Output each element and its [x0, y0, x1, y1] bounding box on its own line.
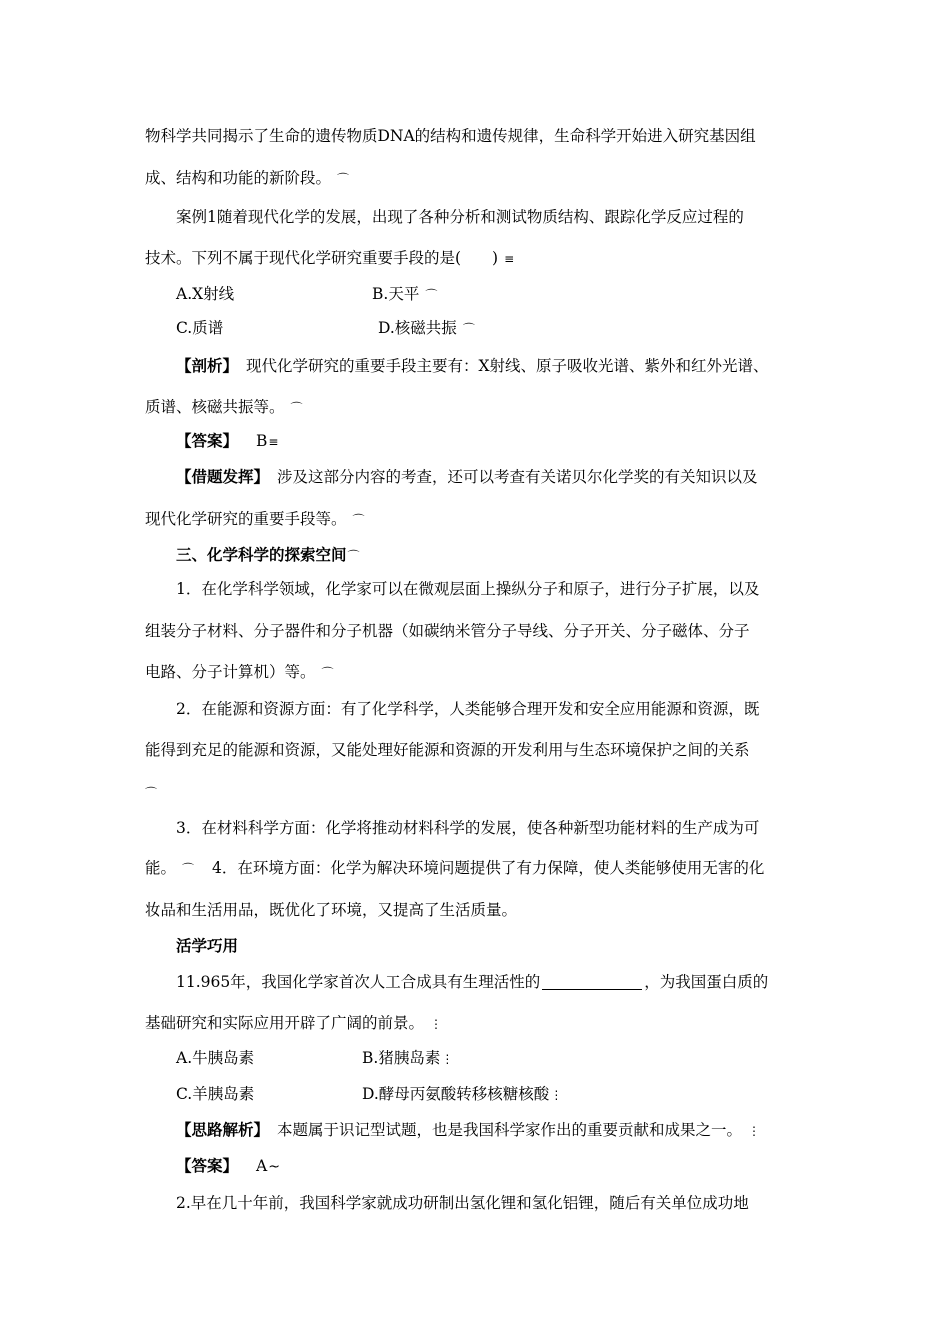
paragraph-line: 物科学共同揭示了生命的遗传物质DNA的结构和遗传规律，生命科学开始进入研究基因组	[145, 127, 756, 145]
extend-line: 【借题发挥】 涉及这部分内容的考查，还可以考查有关诺贝尔化学奖的有关知识以及	[176, 467, 758, 486]
practice-answer-line	[176, 1156, 280, 1177]
paragraph-mark-icon: ⌒	[145, 786, 158, 800]
end-mark-icon: ≡	[268, 435, 279, 449]
paragraph-mark-icon: ⌒	[290, 401, 303, 415]
question2-line: 2.早在几十年前，我国科学家就成功研制出氢化锂和氢化铝锂，随后有关单位成功地	[176, 1194, 749, 1212]
answer-value: A	[256, 1157, 268, 1175]
paragraph-mark-icon: ⌒	[182, 862, 195, 876]
section-title: 三、化学科学的探索空间⌒	[176, 545, 360, 564]
paragraph-mark-icon: ⌒	[425, 288, 438, 302]
item3-line: 3．在材料科学方面：化学将推动材料科学的发展，使各种新型功能材料的生产成为可	[176, 819, 760, 837]
item1-line: 1．在化学科学领域，化学家可以在微观层面上操纵分子和原子，进行分子扩展，以及	[176, 580, 760, 598]
q1-option-d: D.酵母丙氨酸转移核糖核酸⋮	[362, 1085, 563, 1103]
end-mark-icon: ≡	[504, 252, 515, 266]
item2-line: 能得到充足的能源和资源，又能处理好能源和资源的开发利用与生态环境保护之间的关系	[145, 741, 750, 759]
case-title-line: 案例1随着现代化学的发展，出现了各种分析和测试物质结构、跟踪化学反应过程的	[176, 208, 744, 226]
end-mark-icon: ⋮	[550, 1088, 563, 1102]
paragraph-mark-icon: ⌒	[462, 322, 475, 336]
option-d: D.核磁共振 ⌒	[378, 319, 475, 337]
answer-label: 【答案】	[176, 431, 239, 450]
option-c: C.质谱	[176, 319, 224, 337]
case-question-line: 技术。下列不属于现代化学研究重要手段的是( ) ≡	[145, 249, 515, 267]
end-mark-icon: ⋮	[441, 1052, 454, 1066]
answer-label: 【答案】	[176, 1156, 239, 1175]
analysis-line: 【剖析】 现代化学研究的重要手段主要有：X射线、原子吸收光谱、紫外和红外光谱、	[176, 356, 769, 375]
answer-value: B	[256, 432, 268, 450]
thinking-line: 【思路解析】 本题属于识记型试题，也是我国科学家作出的重要贡献和成果之一。 ⋮	[176, 1120, 761, 1139]
question1-line: 基础研究和实际应用开辟了广阔的前景。 ⋮	[145, 1014, 443, 1032]
analysis-label: 【剖析】	[176, 356, 239, 375]
question1-line: 11.965年，我国化学家首次人工合成具有生理活性的 ，为我国蛋白质的	[176, 973, 769, 991]
swirl-mark-icon: ~	[268, 1159, 280, 1175]
answer-line	[176, 431, 278, 452]
paragraph-mark-icon: ⌒	[352, 513, 365, 527]
paragraph-mark-icon: ⌒	[347, 549, 360, 563]
item4-line: 妆品和生活用品，既优化了环境，又提高了生活质量。	[145, 901, 518, 919]
practice-title: 活学巧用	[176, 936, 239, 955]
answer-blank	[542, 973, 642, 990]
item1-line: 电路、分子计算机）等。 ⌒	[145, 663, 334, 681]
thinking-label: 【思路解析】	[176, 1120, 270, 1139]
extend-line: 现代化学研究的重要手段等。 ⌒	[145, 510, 365, 528]
paragraph-mark-icon: ⌒	[321, 666, 334, 680]
item3-4-line: 能。 ⌒ 4．在环境方面：化学为解决环境问题提供了有力保障，使人类能够使用无害的化	[145, 859, 765, 877]
item1-line: 组装分子材料、分子器件和分子机器（如碳纳米管分子导线、分子开关、分子磁体、分子	[145, 622, 750, 640]
q1-option-b: B.猪胰岛素⋮	[362, 1049, 454, 1067]
analysis-line: 质谱、核磁共振等。 ⌒	[145, 398, 303, 416]
end-mark-icon: ⋮	[748, 1124, 761, 1138]
paragraph-mark-icon: ⌒	[337, 172, 350, 186]
paragraph-line: 成、结构和功能的新阶段。 ⌒	[145, 169, 350, 187]
q1-option-c: C.羊胰岛素	[176, 1085, 255, 1103]
extend-label: 【借题发挥】	[176, 467, 270, 486]
paragraph-mark-line	[145, 782, 157, 803]
end-mark-icon: ⋮	[430, 1017, 443, 1031]
option-a: A.X射线	[176, 285, 235, 303]
item2-line: 2．在能源和资源方面：有了化学科学，人类能够合理开发和安全应用能源和资源，既	[176, 700, 760, 718]
q1-option-a: A.牛胰岛素	[176, 1049, 255, 1067]
option-b: B.天平 ⌒	[372, 285, 438, 303]
